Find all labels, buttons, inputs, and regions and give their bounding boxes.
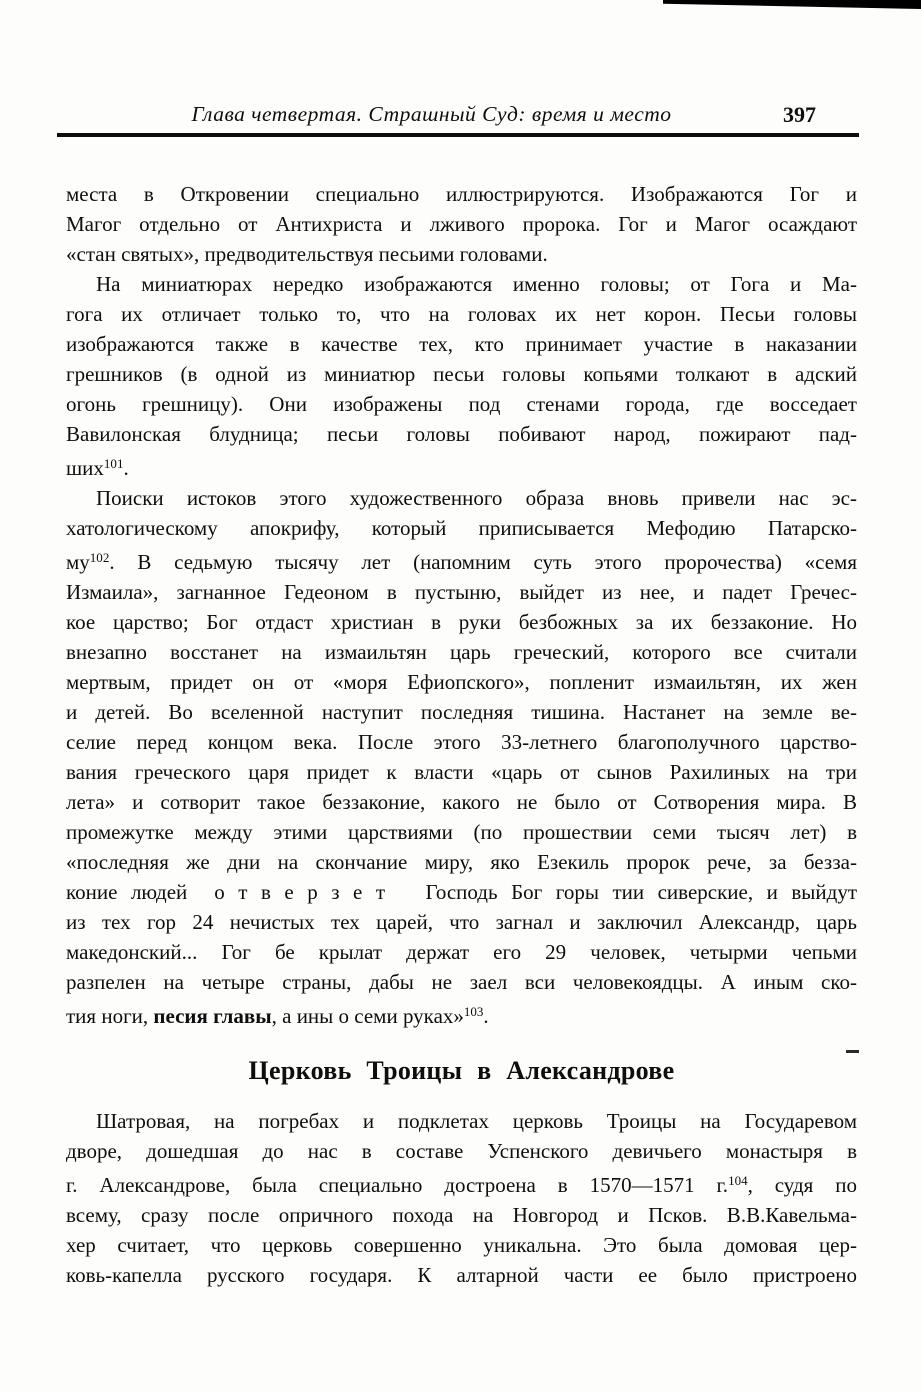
text-segment: разпелен на четыре страны, дабы не заел вси человекоядцы. А иным ско- (66, 970, 857, 994)
text-segment: , судя по (747, 1173, 857, 1197)
text-segment: изображаются также в качестве тех, кто принимает участие в наказании (66, 332, 857, 356)
section-heading: Церковь Троицы в Александрове (248, 1056, 675, 1085)
text-line (66, 1166, 857, 1200)
bold-phrase: песия главы (153, 1004, 272, 1028)
text-line (66, 359, 857, 389)
text-segment: Поиски истоков этого художественного образа вновь привели нас эс- (96, 486, 857, 510)
text-segment: тия ноги, (66, 1004, 154, 1028)
text-line (66, 179, 857, 209)
text-segment: и детей. Во вселенной наступит последняя тишина. Настанет на земле ве- (66, 700, 857, 724)
text-line (66, 1200, 857, 1230)
page-content (66, 0, 857, 1290)
text-segment: хер считает, что церковь совершенно уникальна. Это была домовая цер- (66, 1233, 857, 1257)
text-segment: места в Откровении специально иллюстрируются. Изображаются Гог и (66, 182, 857, 206)
text-segment: внезапно восстанет на измаильтян царь греческий, которого все считали (66, 640, 857, 664)
text-line (66, 299, 857, 329)
text-line (66, 997, 857, 1031)
text-segment: коние людей о т в е р з е т Господь Бог горы тии сиверские, и выйдут (66, 880, 857, 904)
text-line (66, 513, 857, 543)
text-line (66, 847, 857, 877)
text-line (66, 667, 857, 697)
text-segment: г. Александрове, была специально достроена в 1570—1571 г. (66, 1173, 729, 1197)
text-segment: грешников (в одной из миниатюр песьи головы копьями толкают в адский (66, 362, 857, 386)
text-segment: македонский... Гог бе крылат держат его 29 человек, четырми чепьми (66, 940, 857, 964)
text-line (66, 209, 857, 239)
text-line (66, 637, 857, 667)
text-segment: кое царство; Бог отдаст христиан в руки безбожных за их беззаконие. Но (66, 610, 857, 634)
text-segment: лета» и сотворит такое беззаконие, какого не было от Сотворения мира. В (66, 790, 857, 814)
text-line (66, 483, 857, 513)
text-line (66, 1260, 857, 1290)
text-line (66, 269, 857, 299)
text-line (66, 1230, 857, 1260)
text-segment: Магог отдельно от Антихриста и лживого пророка. Гог и Магог осаждают (66, 212, 857, 236)
text-segment: селие перед концом века. После этого 33-летнего благополучного царство- (66, 730, 857, 754)
paragraph-3 (66, 483, 857, 1031)
header-rule (57, 133, 859, 137)
footnote-marker: 101 (103, 456, 124, 471)
text-line (66, 607, 857, 637)
footnote-marker: 104 (728, 1173, 748, 1188)
text-segment: ших (66, 456, 104, 480)
text-line (66, 907, 857, 937)
paragraph-2 (66, 269, 857, 483)
text-line (66, 389, 857, 419)
text-line (66, 967, 857, 997)
text-line (66, 757, 857, 787)
text-segment: мертвым, придет он от «моря Ефиопского», попленит измаильтян, их жен (66, 670, 857, 694)
text-segment: вания греческого царя придет к власти «царь от сынов Рахилиных на три (66, 760, 857, 784)
text-segment: . (483, 1004, 489, 1028)
text-line (66, 937, 857, 967)
text-segment: из тех гор 24 нечистых тех царей, что загнал и заключил Александр, царь (66, 910, 857, 934)
running-header (66, 0, 857, 129)
text-segment: всему, сразу после опричного похода на Новгород и Псков. В.В.Кавельма- (66, 1203, 857, 1227)
chapter-header-title: Глава четвертая. Страшный Суд: время и место (191, 102, 672, 126)
text-segment: . В седьмую тысячу лет (напомним суть этого пророчества) «семя (109, 550, 857, 574)
text-segment: На миниатюрах нередко изображаются именно головы; от Гога и Ма- (96, 272, 857, 296)
paragraph-1 (66, 179, 857, 269)
text-segment: Вавилонская блудница; песьи головы побивают народ, пожирают пад- (66, 422, 857, 446)
text-segment: «последняя же дни на скончание миру, яко Езекиль пророк рече, за безза- (66, 850, 857, 874)
text-segment: Шатровая, на погребах и подклетах церковь Троицы на Государевом (96, 1109, 857, 1133)
text-segment: Измаила», загнанное Гедеоном в пустыню, выйдет из нее, и падет Гречес- (66, 580, 857, 604)
text-segment: «стан святых», предводительствуя песьими головами. (66, 242, 548, 266)
text-line (66, 697, 857, 727)
text-segment: огонь грешницу). Они изображены под стенами города, где восседает (66, 392, 857, 416)
text-line (66, 239, 857, 269)
text-line (66, 1106, 857, 1136)
text-line (66, 577, 857, 607)
text-line (66, 787, 857, 817)
footnote-marker: 102 (89, 550, 110, 565)
text-line (66, 817, 857, 847)
text-segment: , а ины о семи руках» (271, 1004, 464, 1028)
text-line (66, 1136, 857, 1166)
text-segment: хатологическому апокрифу, который приписывается Мефодию Патарско- (66, 516, 857, 540)
page-number: 397 (783, 102, 816, 127)
text-segment: гога их отличает только то, что на головах их нет корон. Песьи головы (66, 302, 857, 326)
text-line (66, 877, 857, 907)
text-line (66, 419, 857, 449)
footnote-marker: 103 (463, 1004, 484, 1019)
text-segment: . (123, 456, 129, 480)
text-line (66, 449, 857, 483)
text-line (66, 329, 857, 359)
paragraph-4 (66, 1106, 857, 1290)
text-line (66, 727, 857, 757)
body-text (66, 179, 857, 1290)
text-segment: дворе, дошедшая до нас в составе Успенского девичьего монастыря в (66, 1139, 857, 1163)
text-segment: ковь-капелла русского государя. К алтарной части ее было пристроено (66, 1263, 857, 1287)
text-segment: промежутке между этими царствиями (по прошествии семи тысяч лет) в (66, 820, 857, 844)
text-line (66, 543, 857, 577)
text-segment: му (66, 550, 90, 574)
